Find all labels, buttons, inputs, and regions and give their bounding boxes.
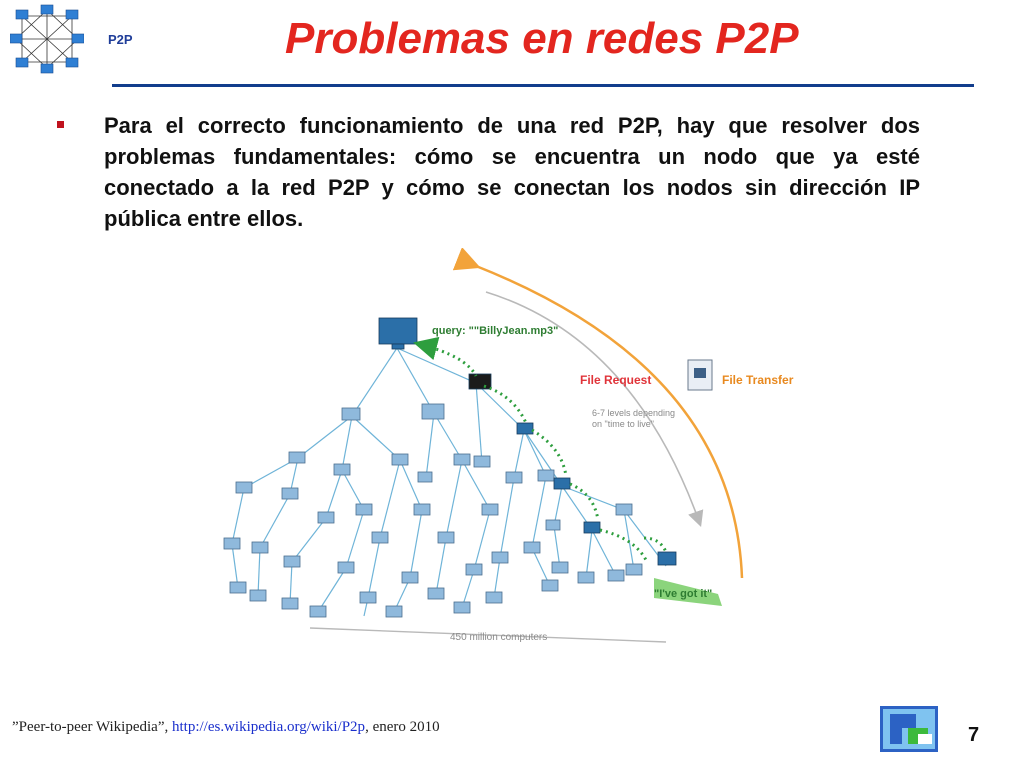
citation-suffix: , enero 2010 bbox=[365, 719, 440, 735]
course-logo-icon bbox=[880, 706, 938, 752]
got-it-label: "I've got it" bbox=[654, 588, 713, 600]
title-divider bbox=[112, 84, 974, 87]
file-document-icon bbox=[688, 360, 712, 390]
slide-title: Problemas en redes P2P bbox=[285, 14, 799, 63]
file-transfer-label: File Transfer bbox=[722, 373, 794, 387]
bullet-marker-icon bbox=[57, 121, 64, 128]
page-number: 7 bbox=[968, 724, 980, 746]
network-logo-icon bbox=[10, 4, 84, 74]
computers-count-label: 450 million computers bbox=[450, 632, 548, 643]
levels-label-line2: on "time to live" bbox=[592, 419, 654, 429]
p2p-query-diagram bbox=[214, 248, 794, 652]
bullet-text: Para el correcto funcionamiento de una red P2P, hay que resolver dos problemas fundamentales: cómo se encuentra un nodo que ya esté conectado a la red P2P y cómo se conectan los nodos sin dirección IP pública entre ellos. bbox=[104, 113, 920, 231]
citation-link[interactable]: http://es.wikipedia.org/wiki/P2p bbox=[172, 719, 366, 735]
section-tag: P2P bbox=[108, 32, 133, 47]
levels-label-line1: 6-7 levels depending bbox=[592, 408, 676, 418]
file-request-label: File Request bbox=[580, 373, 652, 387]
query-label: query: ""BillyJean.mp3" bbox=[432, 325, 559, 337]
citation bbox=[12, 719, 440, 736]
citation-prefix: ”Peer-to-peer Wikipedia”, bbox=[12, 719, 172, 735]
network-edges bbox=[232, 348, 666, 616]
